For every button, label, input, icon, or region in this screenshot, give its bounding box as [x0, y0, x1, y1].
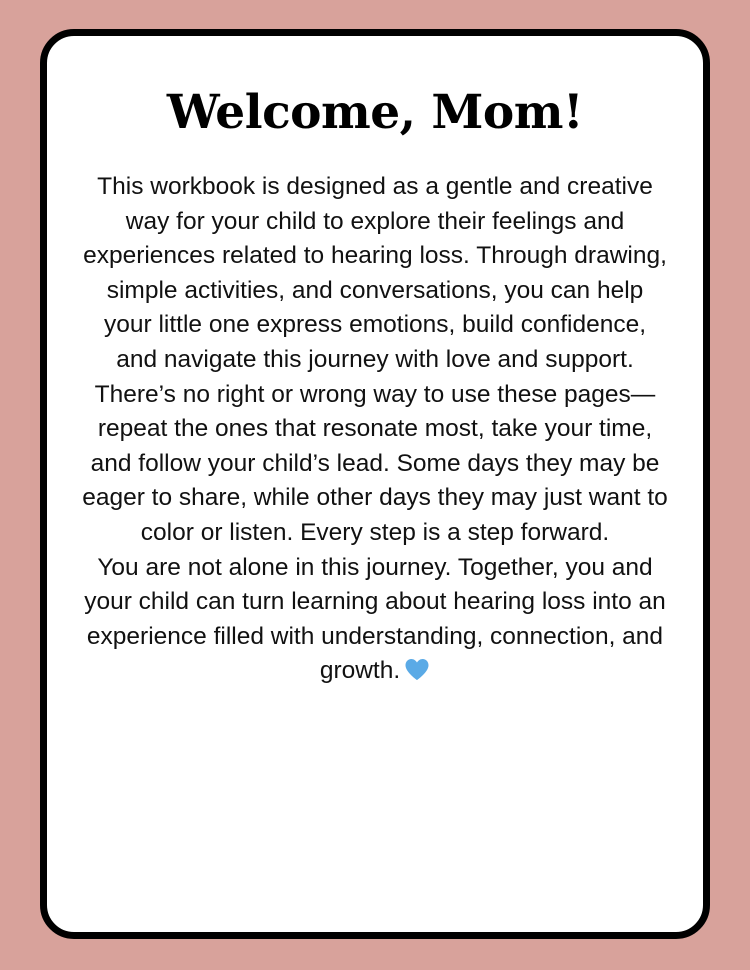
closing-paragraph-text: You are not alone in this journey. Together, you and your child can turn learning about hearing loss into an experience filled with understanding, connection, and growth.	[84, 553, 666, 685]
body-text	[81, 170, 669, 692]
welcome-card	[40, 29, 710, 939]
blue-heart-icon	[404, 657, 430, 692]
closing-paragraph	[81, 551, 669, 692]
page-title: Welcome, Mom!	[166, 85, 584, 140]
intro-paragraph: This workbook is designed as a gentle and creative way for your child to explore their feelings and experiences related to hearing loss. Through drawing, simple activities, and conversations, you can help your little one express emotions, build confidence, and navigate this journey with love and support.	[83, 173, 667, 373]
guidance-paragraph: There’s no right or wrong way to use these pages—repeat the ones that resonate most, take your time, and follow your child’s lead. Some days they may be eager to share, while other days they may just want to color or listen. Every step is a step forward.	[82, 380, 668, 546]
